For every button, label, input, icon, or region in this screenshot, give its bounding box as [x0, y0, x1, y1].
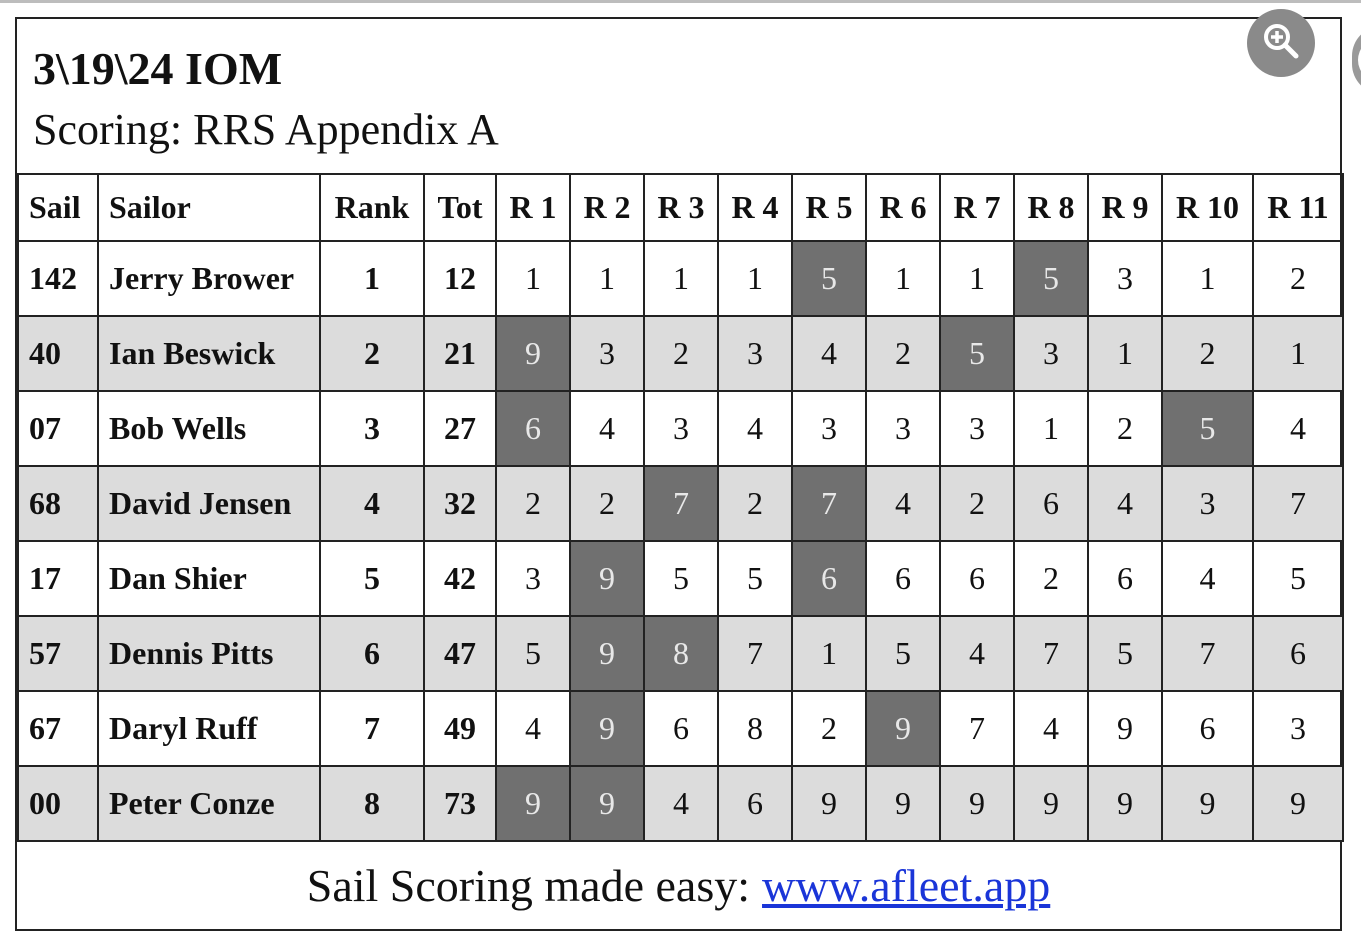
- race-score-cell: 2: [1088, 391, 1162, 466]
- dropped-race-score-cell: 5: [940, 316, 1014, 391]
- results-table: [17, 173, 1344, 842]
- race-score-cell: 1: [644, 241, 718, 316]
- race-score-cell: 1: [1253, 316, 1343, 391]
- race-score-cell: 3: [1088, 241, 1162, 316]
- sailor-name-cell: David Jensen: [98, 466, 320, 541]
- race-score-cell: 7: [1162, 616, 1253, 691]
- column-header: R 11: [1253, 174, 1343, 241]
- race-score-cell: 5: [866, 616, 940, 691]
- race-score-cell: 6: [1014, 466, 1088, 541]
- race-score-cell: 9: [1088, 766, 1162, 841]
- column-header: Rank: [320, 174, 424, 241]
- race-score-cell: 9: [792, 766, 866, 841]
- results-header: [17, 19, 1340, 173]
- column-header: R 10: [1162, 174, 1253, 241]
- race-score-cell: 4: [1162, 541, 1253, 616]
- race-score-cell: 4: [792, 316, 866, 391]
- race-score-cell: 4: [1253, 391, 1343, 466]
- race-score-cell: 2: [792, 691, 866, 766]
- sailor-name-cell: Jerry Brower: [98, 241, 320, 316]
- column-header: R 7: [940, 174, 1014, 241]
- race-score-cell: 9: [1162, 766, 1253, 841]
- table-row: [18, 616, 1343, 691]
- race-score-cell: 6: [866, 541, 940, 616]
- race-score-cell: 5: [718, 541, 792, 616]
- footer-text: Sail Scoring made easy:: [306, 859, 751, 911]
- race-score-cell: 9: [1253, 766, 1343, 841]
- dropped-race-score-cell: 5: [1014, 241, 1088, 316]
- table-row: [18, 241, 1343, 316]
- race-score-cell: 4: [496, 691, 570, 766]
- race-score-cell: 6: [1253, 616, 1343, 691]
- race-score-cell: 3: [1014, 316, 1088, 391]
- total-cell: 12: [424, 241, 496, 316]
- sailor-name-cell: Daryl Ruff: [98, 691, 320, 766]
- race-score-cell: 2: [496, 466, 570, 541]
- sailor-name-cell: Bob Wells: [98, 391, 320, 466]
- dropped-race-score-cell: 8: [644, 616, 718, 691]
- race-score-cell: 2: [866, 316, 940, 391]
- rank-cell: 5: [320, 541, 424, 616]
- race-score-cell: 3: [496, 541, 570, 616]
- race-score-cell: 4: [644, 766, 718, 841]
- dropped-race-score-cell: 7: [644, 466, 718, 541]
- race-score-cell: 7: [1253, 466, 1343, 541]
- sail-number-cell: 68: [18, 466, 98, 541]
- race-score-cell: 6: [1162, 691, 1253, 766]
- race-score-cell: 2: [1253, 241, 1343, 316]
- race-score-cell: 5: [1253, 541, 1343, 616]
- sail-number-cell: 142: [18, 241, 98, 316]
- column-header: R 8: [1014, 174, 1088, 241]
- column-header: Sailor: [98, 174, 320, 241]
- dropped-race-score-cell: 9: [570, 691, 644, 766]
- rank-cell: 7: [320, 691, 424, 766]
- total-cell: 21: [424, 316, 496, 391]
- dropped-race-score-cell: 9: [496, 316, 570, 391]
- race-score-cell: 4: [866, 466, 940, 541]
- table-row: [18, 316, 1343, 391]
- sailor-name-cell: Dan Shier: [98, 541, 320, 616]
- total-cell: 42: [424, 541, 496, 616]
- dropped-race-score-cell: 9: [570, 766, 644, 841]
- race-score-cell: 4: [718, 391, 792, 466]
- total-cell: 49: [424, 691, 496, 766]
- sailor-name-cell: Peter Conze: [98, 766, 320, 841]
- results-card: [15, 17, 1342, 931]
- sail-number-cell: 17: [18, 541, 98, 616]
- total-cell: 73: [424, 766, 496, 841]
- race-score-cell: 6: [1088, 541, 1162, 616]
- race-score-cell: 1: [1162, 241, 1253, 316]
- table-row: [18, 766, 1343, 841]
- race-score-cell: 1: [792, 616, 866, 691]
- race-score-cell: 2: [940, 466, 1014, 541]
- scoring-system: Scoring: RRS Appendix A: [33, 105, 499, 154]
- sail-number-cell: 40: [18, 316, 98, 391]
- total-cell: 32: [424, 466, 496, 541]
- dropped-race-score-cell: 9: [866, 691, 940, 766]
- column-header: R 2: [570, 174, 644, 241]
- race-score-cell: 4: [1088, 466, 1162, 541]
- column-header: R 1: [496, 174, 570, 241]
- race-score-cell: 7: [718, 616, 792, 691]
- dropped-race-score-cell: 9: [570, 541, 644, 616]
- sail-number-cell: 67: [18, 691, 98, 766]
- dropped-race-score-cell: 9: [496, 766, 570, 841]
- regatta-title: 3\19\24 IOM: [33, 43, 283, 94]
- race-score-cell: 1: [940, 241, 1014, 316]
- race-score-cell: 2: [1014, 541, 1088, 616]
- race-score-cell: 2: [570, 466, 644, 541]
- race-score-cell: 1: [496, 241, 570, 316]
- column-header: R 6: [866, 174, 940, 241]
- race-score-cell: 9: [940, 766, 1014, 841]
- sail-number-cell: 07: [18, 391, 98, 466]
- sailor-name-cell: Dennis Pitts: [98, 616, 320, 691]
- race-score-cell: 6: [718, 766, 792, 841]
- race-score-cell: 3: [792, 391, 866, 466]
- race-score-cell: 2: [1162, 316, 1253, 391]
- race-score-cell: 4: [940, 616, 1014, 691]
- dropped-race-score-cell: 6: [496, 391, 570, 466]
- race-score-cell: 1: [1014, 391, 1088, 466]
- column-header: Tot: [424, 174, 496, 241]
- table-row: [18, 391, 1343, 466]
- race-score-cell: 2: [644, 316, 718, 391]
- column-header: R 5: [792, 174, 866, 241]
- results-body: [18, 241, 1343, 841]
- rank-cell: 3: [320, 391, 424, 466]
- race-score-cell: 1: [570, 241, 644, 316]
- zoom-button[interactable]: [1247, 9, 1315, 77]
- table-row: [18, 541, 1343, 616]
- race-score-cell: 3: [1162, 466, 1253, 541]
- footer: [17, 841, 1340, 929]
- race-score-cell: 7: [940, 691, 1014, 766]
- race-score-cell: 3: [570, 316, 644, 391]
- afleet-link[interactable]: www.afleet.app: [762, 859, 1051, 911]
- race-score-cell: 3: [718, 316, 792, 391]
- dropped-race-score-cell: 9: [570, 616, 644, 691]
- race-score-cell: 5: [1088, 616, 1162, 691]
- rank-cell: 4: [320, 466, 424, 541]
- race-score-cell: 2: [718, 466, 792, 541]
- rank-cell: 6: [320, 616, 424, 691]
- race-score-cell: 1: [718, 241, 792, 316]
- race-score-cell: 3: [940, 391, 1014, 466]
- dropped-race-score-cell: 5: [792, 241, 866, 316]
- column-header: R 9: [1088, 174, 1162, 241]
- dropped-race-score-cell: 5: [1162, 391, 1253, 466]
- race-score-cell: 6: [940, 541, 1014, 616]
- sailor-name-cell: Ian Beswick: [98, 316, 320, 391]
- race-score-cell: 1: [866, 241, 940, 316]
- rank-cell: 1: [320, 241, 424, 316]
- top-divider: [0, 0, 1361, 3]
- race-score-cell: 1: [1088, 316, 1162, 391]
- race-score-cell: 3: [866, 391, 940, 466]
- column-header: R 3: [644, 174, 718, 241]
- race-score-cell: 7: [1014, 616, 1088, 691]
- rank-cell: 8: [320, 766, 424, 841]
- total-cell: 27: [424, 391, 496, 466]
- race-score-cell: 3: [644, 391, 718, 466]
- dropped-race-score-cell: 7: [792, 466, 866, 541]
- race-score-cell: 5: [644, 541, 718, 616]
- race-score-cell: 3: [1253, 691, 1343, 766]
- sail-number-cell: 00: [18, 766, 98, 841]
- column-header: R 4: [718, 174, 792, 241]
- race-score-cell: 8: [718, 691, 792, 766]
- race-score-cell: 6: [644, 691, 718, 766]
- header-row: [18, 174, 1343, 241]
- sail-number-cell: 57: [18, 616, 98, 691]
- side-panel-button[interactable]: [1352, 26, 1361, 94]
- race-score-cell: 9: [1088, 691, 1162, 766]
- table-row: [18, 466, 1343, 541]
- rank-cell: 2: [320, 316, 424, 391]
- race-score-cell: 9: [1014, 766, 1088, 841]
- race-score-cell: 4: [1014, 691, 1088, 766]
- race-score-cell: 4: [570, 391, 644, 466]
- race-score-cell: 5: [496, 616, 570, 691]
- total-cell: 47: [424, 616, 496, 691]
- table-row: [18, 691, 1343, 766]
- race-score-cell: 9: [866, 766, 940, 841]
- column-header: Sail: [18, 174, 98, 241]
- dropped-race-score-cell: 6: [792, 541, 866, 616]
- zoom-in-icon: [1261, 21, 1301, 66]
